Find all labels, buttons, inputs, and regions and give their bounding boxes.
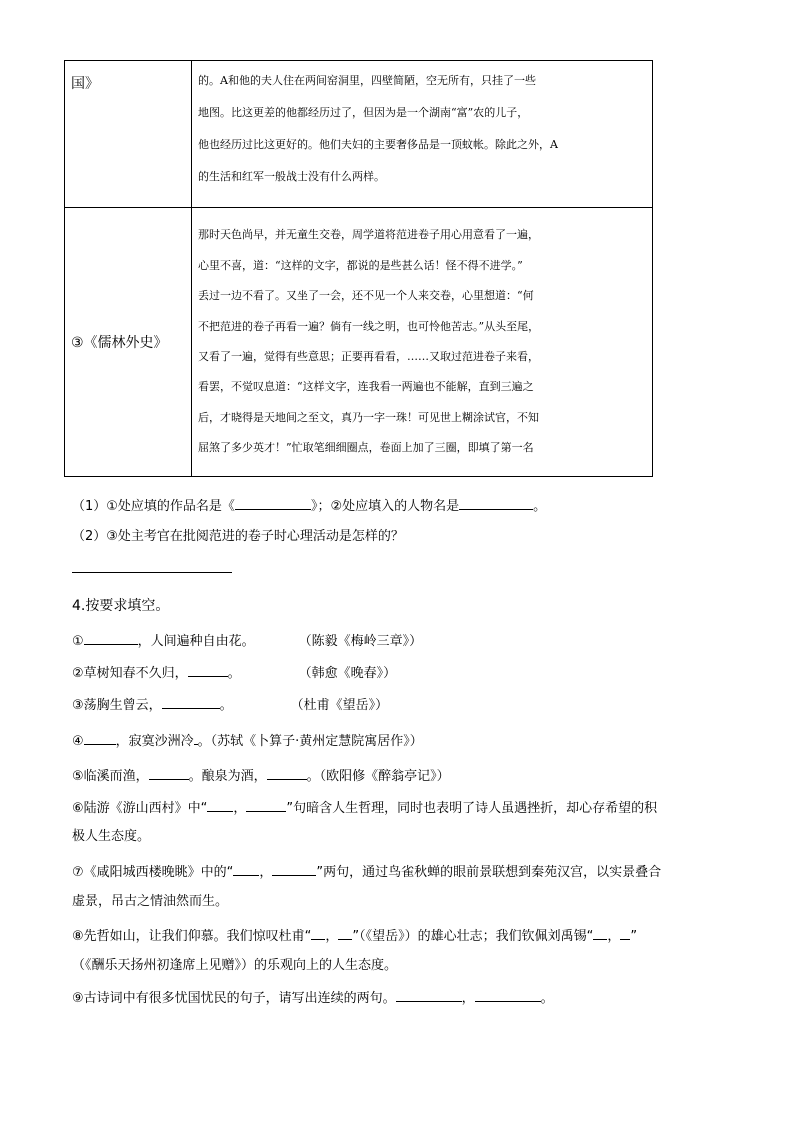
q4-line-text: ” bbox=[630, 929, 638, 944]
q4-line-text: ， bbox=[233, 801, 247, 816]
q4-line-text: ④ bbox=[72, 734, 84, 749]
answer-blank[interactable] bbox=[84, 731, 116, 745]
q4-line-4 bbox=[72, 731, 423, 751]
q4-line-text: 。 bbox=[219, 698, 233, 713]
answer-blank[interactable] bbox=[207, 798, 233, 812]
q3-item1-text: 。 bbox=[533, 499, 547, 514]
q4-line-text: ， bbox=[325, 929, 339, 944]
q4-line-6-cont: 极人生态度。 bbox=[72, 829, 151, 844]
q4-line-text: ⑧先哲如山，让我们仰慕。我们惊叹杜甫“ bbox=[72, 929, 312, 944]
q4-line-5 bbox=[72, 766, 450, 786]
q4-line-text: ⑤临溪而渔， bbox=[72, 769, 149, 784]
row1-line: 他也经历过比这更好的。他们夫妇的主要奢侈品是一顶蚊帐。除此之外，A bbox=[198, 138, 558, 151]
answer-blank[interactable] bbox=[620, 926, 630, 940]
source-table bbox=[64, 60, 653, 477]
q4-line-text: ， bbox=[259, 865, 273, 880]
q4-line-text: ⑥陆游《游山西村》中“ bbox=[72, 801, 208, 816]
q4-line-7-cont: 虚景，吊古之情油然而生。 bbox=[72, 894, 229, 909]
q4-line-9 bbox=[72, 988, 554, 1008]
table-row bbox=[65, 61, 653, 208]
q3-item2: （2）③处主考官在批阅范进的卷子时心理活动是怎样的？ bbox=[72, 529, 404, 544]
q4-line-source: （韩愈《晚春》） bbox=[298, 666, 397, 681]
row1-line: 的生活和红军一般战士没有什么两样。 bbox=[198, 170, 385, 183]
answer-blank[interactable] bbox=[233, 862, 259, 876]
row1-title: 国》 bbox=[71, 76, 99, 92]
q3-item1-text: 》；②处应填入的人物名是 bbox=[310, 499, 460, 514]
answer-blank[interactable] bbox=[272, 862, 316, 876]
answer-blank[interactable] bbox=[459, 496, 533, 510]
answer-blank[interactable] bbox=[162, 695, 220, 709]
q4-line-text: ， bbox=[607, 929, 621, 944]
q4-line-text: ⑨古诗词中有很多忧国忧民的句子，请写出连续的两句。 bbox=[72, 991, 396, 1006]
q4-line-text: ，寂寞沙洲冷 bbox=[115, 734, 194, 749]
table-cell-text bbox=[192, 208, 653, 477]
q4-line-text: ③荡胸生曾云， bbox=[72, 698, 162, 713]
answer-blank[interactable] bbox=[396, 988, 462, 1002]
row2-line: 不把范进的卷子再看一遍？倘有一线之明，也可怜他苦志。”从头至尾， bbox=[198, 319, 540, 333]
answer-blank[interactable] bbox=[149, 766, 189, 780]
table-cell-text bbox=[192, 61, 653, 208]
q4-line-text: 。 bbox=[227, 666, 241, 681]
row2-line: 心里不喜，道：“这样的文字，都说的是些甚么话！怪不得不进学。” bbox=[198, 258, 523, 272]
row2-line: 看罢，不觉叹息道：“这样文字，连我看一两遍也不能解，直到三遍之 bbox=[198, 380, 534, 394]
answer-blank[interactable] bbox=[338, 926, 352, 940]
q4-line-text: ⑦《咸阳城西楼晚眺》中的“ bbox=[72, 865, 234, 880]
table-cell-title bbox=[65, 61, 192, 208]
q4-line-text: ， bbox=[461, 991, 475, 1006]
q4-line-text: ”（《望岳》）的雄心壮志；我们钦佩刘禹锡“ bbox=[352, 929, 594, 944]
q4-line-8 bbox=[72, 926, 637, 946]
row1-line: 的。A和他的夫人住在两间窑洞里，四壁简陋，空无所有，只挂了一些 bbox=[198, 74, 536, 87]
row2-line: 后，才晓得是天地间之至文，真乃一字一珠！可见世上糊涂试官，不知 bbox=[198, 410, 539, 424]
answer-blank[interactable] bbox=[246, 798, 286, 812]
q4-line-text: ，人间遍种自由花。 bbox=[137, 634, 255, 649]
q3-item1-text: （1）①处应填的作品名是《 bbox=[72, 499, 235, 514]
q4-line-6 bbox=[72, 798, 657, 818]
row2-line: 丢过一边不看了。又坐了一会，还不见一个人来交卷，心里想道：“何 bbox=[198, 289, 534, 303]
q4-line-8-cont: （《酬乐天扬州初逢席上见赠》）的乐观向上的人生态度。 bbox=[72, 958, 398, 973]
q4-line-1 bbox=[72, 631, 422, 651]
q4-line-3 bbox=[72, 695, 388, 715]
answer-blank[interactable] bbox=[267, 766, 307, 780]
q4-line-text: 。酿泉为酒， bbox=[188, 769, 267, 784]
q4-line-text: ① bbox=[72, 634, 84, 649]
q4-line-text: ”句暗含人生哲理，同时也表明了诗人虽遇挫折，却心存希望的积 bbox=[286, 801, 658, 816]
q4-heading: 4.按要求填空。 bbox=[72, 598, 170, 614]
q3-item1 bbox=[72, 496, 546, 516]
row2-line: 那时天色尚早，并无童生交卷，周学道将范进卷子用心用意看了一遍， bbox=[198, 228, 539, 242]
table-cell-title bbox=[65, 208, 192, 477]
answer-line[interactable] bbox=[72, 572, 232, 573]
q4-line-source: 。（欧阳修《醉翁亭记》） bbox=[306, 769, 450, 784]
q4-line-source: （杜甫《望岳》） bbox=[290, 698, 389, 713]
q4-line-source: 。（苏轼《卜算子·黄州定慧院寓居作》） bbox=[197, 734, 423, 749]
q4-line-7 bbox=[72, 862, 661, 882]
answer-blank[interactable] bbox=[593, 926, 607, 940]
row2-title: ③《儒林外史》 bbox=[71, 335, 168, 351]
q4-line-text: ②草树知春不久归， bbox=[72, 666, 188, 681]
q4-line-source: （陈毅《梅岭三章》） bbox=[298, 634, 423, 649]
q4-line-2 bbox=[72, 663, 396, 683]
row2-line: 又看了一遍，觉得有些意思；正要再看看，……又取过范进卷子来看， bbox=[198, 350, 539, 363]
answer-blank[interactable] bbox=[475, 988, 541, 1002]
answer-blank[interactable] bbox=[84, 631, 138, 645]
q4-line-text: 。 bbox=[540, 991, 554, 1006]
answer-blank[interactable] bbox=[311, 926, 325, 940]
q4-line-text: ”两句，通过鸟雀秋蝉的眼前景联想到秦苑汉宫，以实景叠合 bbox=[316, 865, 662, 880]
row2-line: 屈煞了多少英才！”忙取笔细细圈点，卷面上加了三圈，即填了第一名 bbox=[198, 441, 534, 455]
table-row bbox=[65, 208, 653, 477]
row1-line: 地图。比这更差的他都经历过了，但因为是一个湖南“富”农的儿子， bbox=[198, 106, 529, 119]
answer-blank[interactable] bbox=[235, 496, 311, 510]
answer-blank[interactable] bbox=[188, 663, 228, 677]
